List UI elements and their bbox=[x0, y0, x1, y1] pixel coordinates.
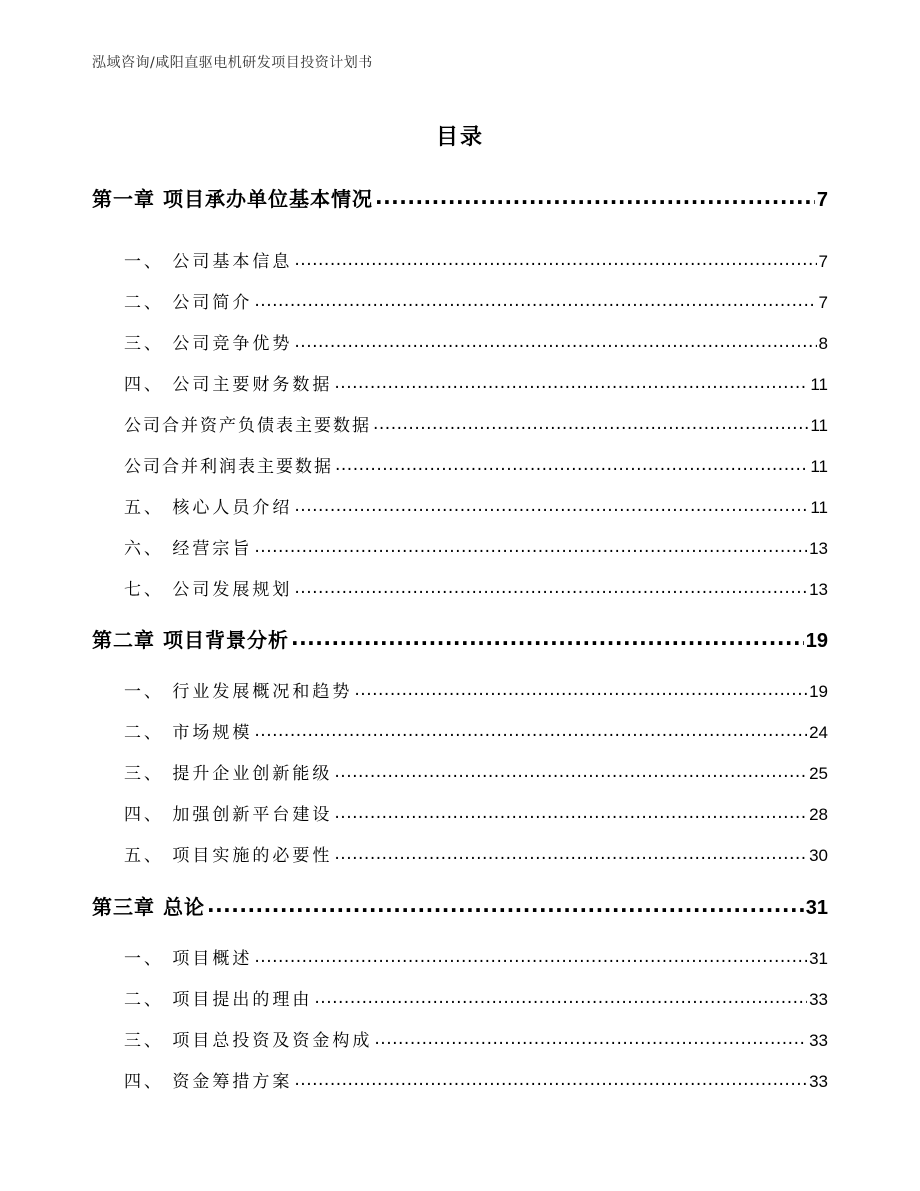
toc-entry-label: 二、 市场规模 bbox=[124, 723, 253, 743]
dot-leader bbox=[294, 250, 816, 267]
toc-entry[interactable] bbox=[124, 329, 828, 354]
toc-entry[interactable] bbox=[92, 624, 828, 653]
dot-leader bbox=[314, 988, 807, 1005]
toc-entry[interactable] bbox=[124, 493, 828, 518]
toc-entry-page: 31 bbox=[805, 897, 828, 919]
toc-entry-label: 七、 公司发展规划 bbox=[124, 580, 293, 600]
toc-entry[interactable] bbox=[124, 944, 828, 969]
toc-entry-page: 11 bbox=[810, 416, 828, 435]
toc-entry[interactable] bbox=[124, 985, 828, 1010]
toc-entry-page: 28 bbox=[809, 805, 828, 824]
toc-entry-label: 公司合并利润表主要数据 bbox=[124, 457, 333, 477]
toc-entry-page: 13 bbox=[809, 580, 828, 599]
dot-leader bbox=[294, 496, 808, 513]
toc-entry-page: 7 bbox=[818, 293, 828, 312]
dot-leader bbox=[207, 893, 804, 913]
dot-leader bbox=[374, 1029, 807, 1046]
toc-entry-label: 第二章 项目背景分析 bbox=[92, 628, 289, 652]
toc-entry-label: 第一章 项目承办单位基本情况 bbox=[92, 187, 373, 211]
toc-entry-page: 11 bbox=[810, 457, 828, 476]
toc-entry[interactable] bbox=[124, 288, 828, 313]
toc-entry[interactable] bbox=[124, 1067, 828, 1092]
dot-leader bbox=[334, 762, 807, 779]
dot-leader bbox=[354, 680, 807, 697]
toc-entry[interactable] bbox=[124, 841, 828, 866]
toc-title: 目录 bbox=[435, 125, 484, 150]
toc-entry-page: 7 bbox=[818, 252, 828, 271]
dot-leader bbox=[334, 803, 807, 820]
toc-entry[interactable] bbox=[124, 452, 828, 477]
toc-entry-page: 13 bbox=[809, 539, 828, 558]
toc-entry[interactable] bbox=[124, 1026, 828, 1051]
toc-entry-page: 33 bbox=[809, 1031, 828, 1050]
toc-entry-page: 33 bbox=[809, 990, 828, 1009]
toc-entry-label: 三、 项目总投资及资金构成 bbox=[124, 1031, 373, 1051]
toc-entry-page: 7 bbox=[816, 189, 828, 211]
toc-entry-page: 24 bbox=[809, 723, 828, 742]
toc-entry[interactable] bbox=[124, 534, 828, 559]
toc-entry-page: 31 bbox=[809, 949, 828, 968]
toc-entry[interactable] bbox=[124, 575, 828, 600]
toc-entry[interactable] bbox=[124, 759, 828, 784]
toc-entry-label: 四、 加强创新平台建设 bbox=[124, 805, 333, 825]
toc-entry-page: 8 bbox=[818, 334, 828, 353]
toc-entry[interactable] bbox=[124, 800, 828, 825]
toc-entry[interactable] bbox=[92, 891, 828, 920]
toc-entry-label: 三、 提升企业创新能级 bbox=[124, 764, 333, 784]
dot-leader bbox=[334, 844, 807, 861]
dot-leader bbox=[254, 947, 807, 964]
toc-entry-label: 公司合并资产负债表主要数据 bbox=[124, 416, 371, 436]
toc-entry[interactable] bbox=[124, 718, 828, 743]
dot-leader bbox=[254, 537, 807, 554]
toc-entry-page: 11 bbox=[810, 375, 828, 394]
toc-entry-page: 19 bbox=[809, 682, 828, 701]
toc-entry-label: 五、 核心人员介绍 bbox=[124, 498, 293, 518]
toc-entry[interactable] bbox=[124, 411, 828, 436]
toc-entry[interactable] bbox=[124, 370, 828, 395]
toc-entry-label: 四、 资金筹措方案 bbox=[124, 1072, 293, 1092]
dot-leader bbox=[373, 414, 808, 431]
toc-entry-label: 二、 公司简介 bbox=[124, 293, 253, 313]
toc-entry-label: 一、 项目概述 bbox=[124, 949, 253, 969]
toc-entry-page: 19 bbox=[805, 630, 828, 652]
dot-leader bbox=[294, 332, 816, 349]
dot-leader bbox=[375, 185, 815, 205]
toc-entry-label: 六、 经营宗旨 bbox=[124, 539, 253, 559]
toc-entry-label: 第三章 总论 bbox=[92, 895, 205, 919]
toc-entry-label: 三、 公司竞争优势 bbox=[124, 334, 293, 354]
toc-entry-page: 30 bbox=[809, 846, 828, 865]
toc-entry-label: 一、 行业发展概况和趋势 bbox=[124, 682, 353, 702]
toc-entry[interactable] bbox=[124, 677, 828, 702]
dot-leader bbox=[335, 455, 808, 472]
toc-entry-label: 五、 项目实施的必要性 bbox=[124, 846, 333, 866]
dot-leader bbox=[291, 626, 804, 646]
toc-entry[interactable] bbox=[124, 247, 828, 272]
dot-leader bbox=[254, 291, 816, 308]
toc-entry-label: 一、 公司基本信息 bbox=[124, 252, 293, 272]
toc-entry-label: 二、 项目提出的理由 bbox=[124, 990, 313, 1010]
dot-leader bbox=[334, 373, 808, 390]
dot-leader bbox=[294, 578, 807, 595]
toc-entry-label: 四、 公司主要财务数据 bbox=[124, 375, 333, 395]
dot-leader bbox=[294, 1070, 807, 1087]
toc-entry-page: 25 bbox=[809, 764, 828, 783]
toc-entry[interactable] bbox=[92, 183, 828, 212]
toc-entry-page: 11 bbox=[810, 498, 828, 517]
toc-entry-page: 33 bbox=[809, 1072, 828, 1091]
page-header: 泓域咨询/咸阳直驱电机研发项目投资计划书 bbox=[92, 55, 373, 71]
dot-leader bbox=[254, 721, 807, 738]
